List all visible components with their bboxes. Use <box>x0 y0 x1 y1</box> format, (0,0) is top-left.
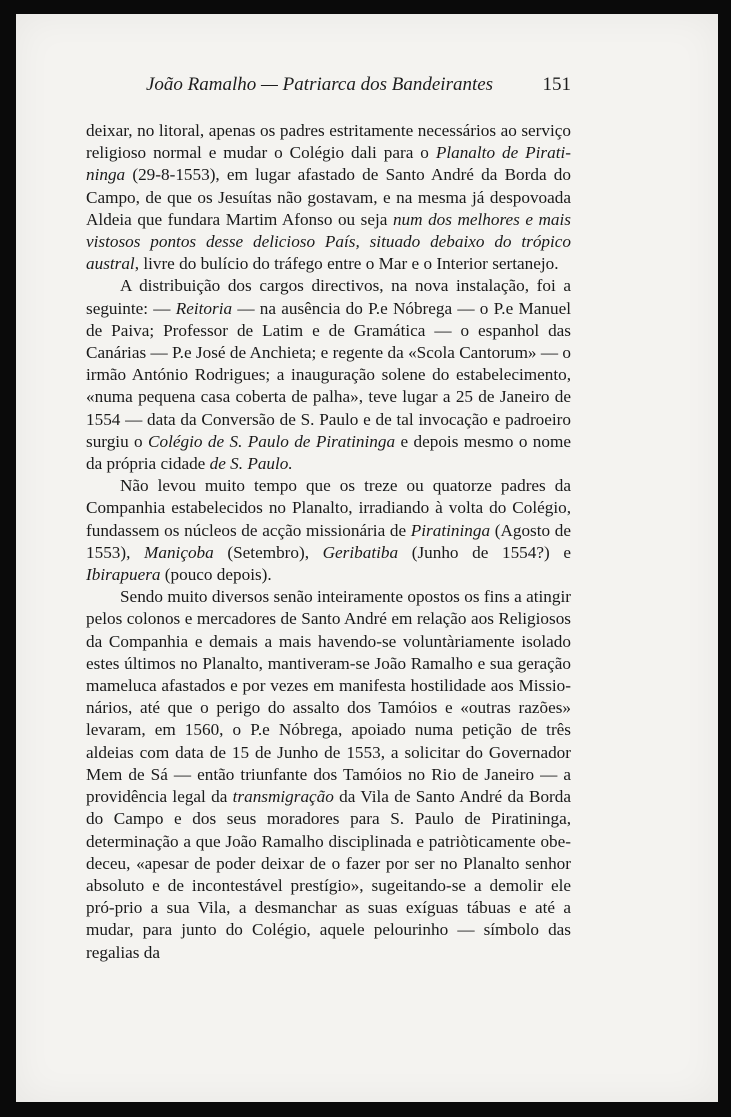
italic-text: Colégio de S. Paulo de Piratininga <box>148 431 396 451</box>
body-text <box>86 120 571 964</box>
italic-text: num dos melhores e mais vistosos pontos desse delicioso País, situado debaixo do trópico austral <box>86 209 571 274</box>
paragraph <box>86 586 571 963</box>
italic-text: Geribatiba <box>322 542 399 562</box>
paragraph <box>86 120 571 275</box>
italic-text: transmigração <box>232 787 334 807</box>
text-run: (pouco depois). <box>160 565 272 585</box>
text-run: — na ausência do P.e Nóbrega — o P.e Manuel de Paiva; Professor de Latim e de Gramática — o espanhol das Canárias — P.e José de Anchieta; e regente da «Scola Cantorum» — o irmão António Rodrigues; a inauguração solene do estabelecimento, «numa pequena casa coberta de palha», teve lugar a 25 de Janeiro de 1554 — data da Conversão de S. Paulo e de tal invocação e padroeiro surgiu o <box>86 298 571 451</box>
paragraph <box>86 275 571 475</box>
italic-text: Piratininga <box>410 520 491 540</box>
text-run: da Vila de Santo André da Borda do Campo e dos seus moradores para S. Paulo de Piratininga, determinação a que João Ramalho disciplinada e patriòticamente obe-deceu, «apesar de poder deixar de o fazer por ser no Planalto senhor absoluto e de incontestável prestígio», sugeitando-se a demolir ele pró-prio a sua Vila, a desmanchar as suas exíguas tábuas e até a mudar, para junto do Colégio, aquele pelourinho — símbolo das regalias da <box>86 787 571 962</box>
italic-text: Ibirapuera <box>86 565 161 585</box>
text-run: , livre do bulício do tráfego entre o Mar e o Interior sertanejo. <box>134 254 559 274</box>
text-run: (Junho de 1554?) e <box>398 542 571 562</box>
text-run: Não levou muito tempo que os treze ou quatorze padres da Companhia estabelecidos no Planalto, irradiando à volta do Colégio, fundassem os núcleos de acção missionária de <box>86 476 571 540</box>
text-run: (Agosto de 1553), <box>86 520 571 562</box>
text-run: e depois mesmo o nome da própria cidade <box>86 431 571 474</box>
paragraph <box>86 475 571 586</box>
italic-text: Planalto de Pirati-ninga <box>86 143 571 185</box>
page-header <box>146 74 571 96</box>
book-page <box>16 14 718 1102</box>
page-number: 151 <box>542 74 571 95</box>
italic-text: Maniçoba <box>144 542 214 562</box>
text-run: deixar, no litoral, apenas os padres estritamente necessários ao serviço religioso normal e mudar o Colégio dali para o <box>86 121 571 163</box>
italic-text: de S. Paulo. <box>209 454 293 474</box>
italic-text: Reitoria <box>175 298 233 318</box>
text-run: (29-8-1553), em lugar afastado de Santo André da Borda do Campo, de que os Jesuítas não gostavam, e na mesma já despovoada Aldeia que fundara Martim Afonso ou seja <box>86 165 571 229</box>
text-run: Sendo muito diversos senão inteiramente opostos os fins a atingir pelos colonos e mercadores de Santo André em relação aos Religiosos da Companhia e demais a mais havendo-se voluntàriamente isolado estes últimos no Planalto, mantiveram-se João Ramalho e sua geração mameluca afastados e por vezes em manifesta hostilidade aos Missio-nários, até que o perigo do assalto dos Tamóios e «outras razões» levaram, em 1560, o P.e Nóbrega, apoiado numa petição de três aldeias com data de 15 de Junho de 1553, a solicitar do Governador Mem de Sá — então triunfante dos Tamóios no Rio de Janeiro — a providência legal da <box>86 587 571 807</box>
running-title: João Ramalho — Patriarca dos Bandeirantes <box>146 74 494 95</box>
text-run: (Setembro), <box>213 542 323 562</box>
text-run: A distribuição dos cargos directivos, na nova instalação, foi a seguinte: — <box>86 276 571 318</box>
